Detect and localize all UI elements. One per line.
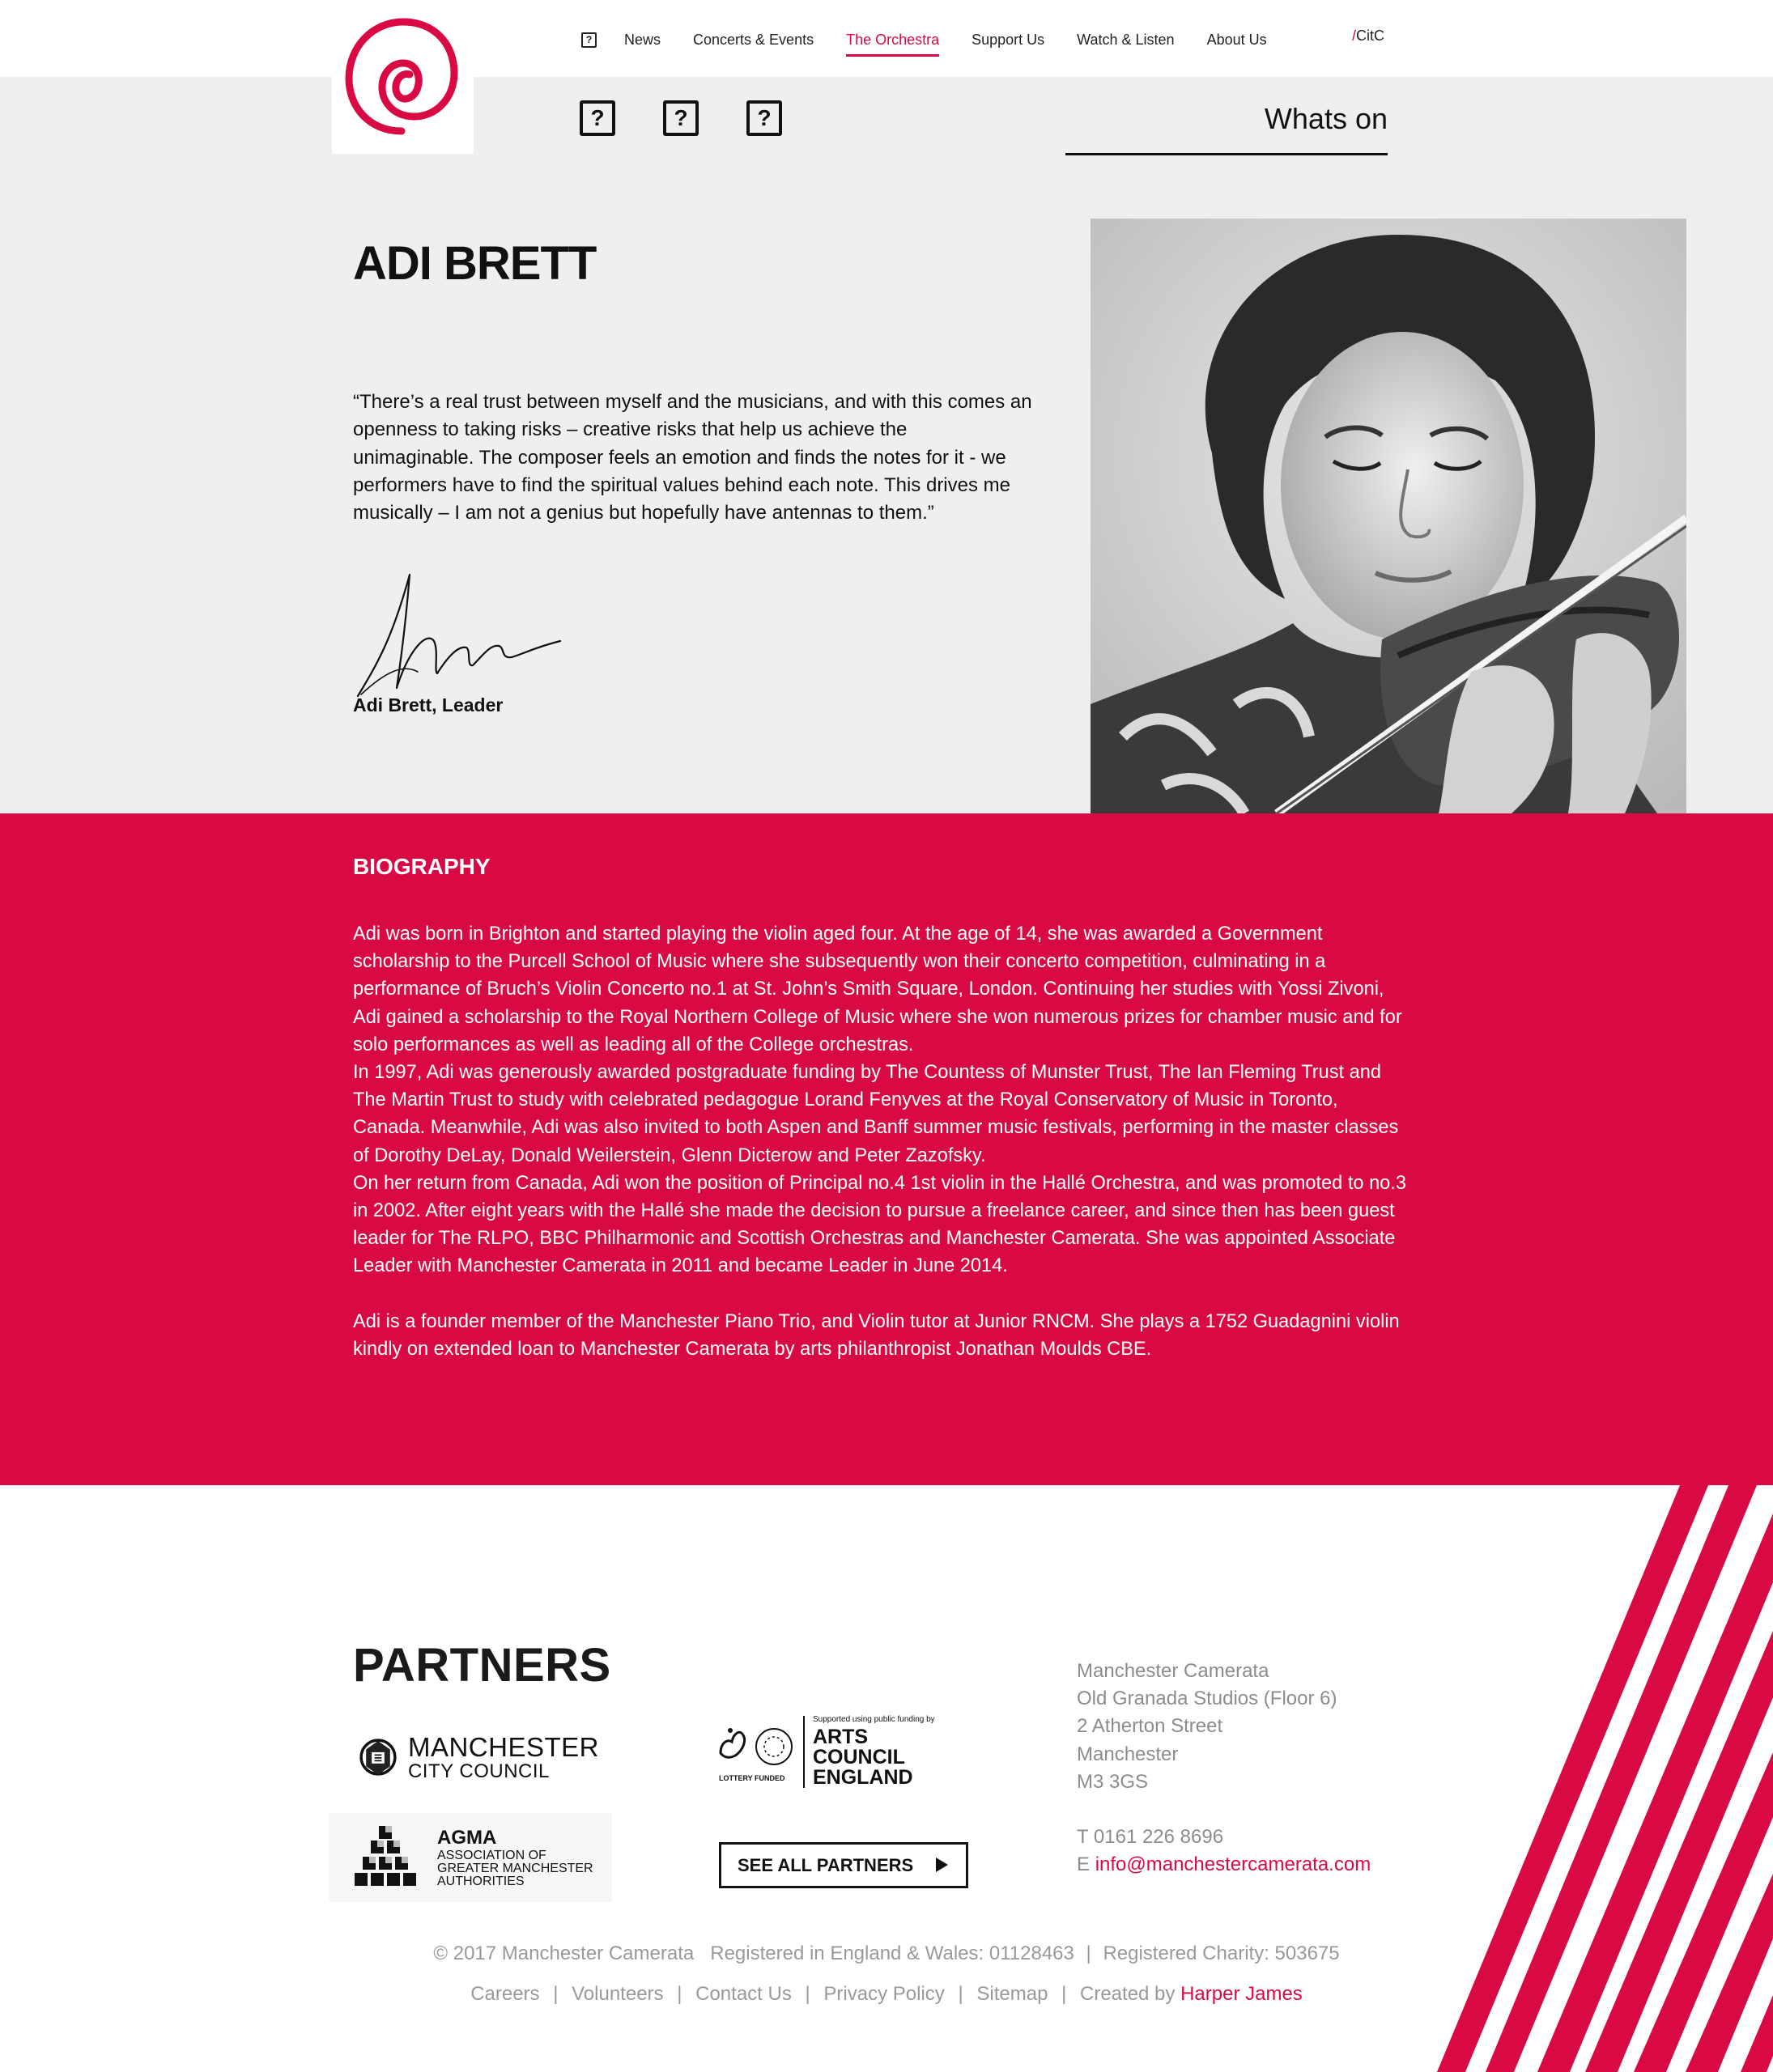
camerata-logo-icon <box>345 18 458 135</box>
nav-item-watch-listen[interactable]: Watch & Listen <box>1077 31 1175 48</box>
biography-paragraph: Adi is a founder member of the Manchester Piano Trio, and Violin tutor at Junior RNCM. She plays a 1752 Guadagnini violin kindly on extended loan to Manchester Camerata by arts philanthropist Jonathan Moulds CBE. <box>353 1310 1400 1360</box>
footer-link-careers[interactable]: Careers <box>470 1983 540 2005</box>
partner-manchester-city-council[interactable] <box>356 1730 599 1784</box>
partners-heading: PARTNERS <box>353 1639 611 1692</box>
biography-paragraph: Adi was born in Brighton and started playing the violin aged four. At the age of 14, she was awarded a Government scholarship to the Purcell School of Music where she subsequently won their concerto competition, culminating in a performance of Bruch’s Violin Concerto no.1 at St. John’s Smith Square, London. Continuing her studies with Yossi Zivoni, Adi gained a scholarship to the Royal Northern College of Music where she won numerous prizes for chamber music and for solo performances as well as leading all of the College orchestras. <box>353 923 1402 1055</box>
footer-link-privacy-policy[interactable]: Privacy Policy <box>823 1983 945 2005</box>
signature-image <box>353 567 572 708</box>
registered-company: Registered in England & Wales: 01128463 <box>710 1942 1074 1964</box>
social-icon-1[interactable]: ? <box>580 100 615 136</box>
email-prefix: E <box>1077 1853 1095 1876</box>
footer-link-sitemap[interactable]: Sitemap <box>976 1983 1048 2005</box>
main-navigation <box>581 28 1299 52</box>
nav-item-the-orchestra[interactable]: The Orchestra <box>846 31 940 48</box>
email-link[interactable]: info@manchestercamerata.com <box>1095 1853 1371 1876</box>
city-crest-icon <box>356 1732 400 1782</box>
agma-title: AGMA <box>437 1827 497 1849</box>
biography-heading: BIOGRAPHY <box>353 854 491 879</box>
ace-line2: ENGLAND <box>813 1765 913 1789</box>
credit-prefix: Created by <box>1080 1983 1181 2005</box>
agma-cubes-icon <box>353 1824 426 1891</box>
address-line: Manchester Camerata <box>1077 1660 1269 1682</box>
partner-agma[interactable] <box>329 1813 612 1902</box>
see-all-label: SEE ALL PARTNERS <box>738 1854 914 1875</box>
whats-on-link[interactable]: Whats on <box>1065 97 1388 155</box>
separator: | <box>805 1983 810 2005</box>
separator: | <box>958 1983 963 2005</box>
address-line: Old Granada Studios (Floor 6) <box>1077 1688 1337 1710</box>
logo[interactable] <box>332 0 474 154</box>
footer-link-contact-us[interactable]: Contact Us <box>695 1983 792 2005</box>
legal-info <box>0 1942 1773 1965</box>
email-row <box>1077 1851 1371 1879</box>
social-icon-2[interactable]: ? <box>663 100 699 136</box>
play-arrow-icon <box>936 1858 948 1872</box>
nav-item-support-us[interactable]: Support Us <box>972 31 1045 48</box>
lang-label: CitC <box>1356 28 1385 44</box>
biography-paragraph: In 1997, Adi was generously awarded postgraduate funding by The Countess of Munster Trust, The Ian Fleming Trust and The Martin Trust to study with celebrated pedagogue Lorand Fenyves at the Royal Conservatory of Music in Toronto, Canada. Meanwhile, Adi was also invited to both Aspen and Banff summer music festivals, performing in the master classes of Dorothy DeLay, Donald Weilerstein, Glenn Dicterow and Peter Zazofsky. <box>353 1062 1399 1166</box>
lottery-mark <box>716 1721 800 1782</box>
ace-line1: ARTS COUNCIL <box>813 1725 905 1768</box>
separator: | <box>1086 1942 1091 1964</box>
agma-line1: ASSOCIATION OF <box>437 1849 546 1862</box>
signature-caption: Adi Brett, Leader <box>353 694 504 715</box>
partner-arts-council-england[interactable] <box>716 1714 959 1789</box>
social-links <box>580 100 830 136</box>
nav-item-about-us[interactable]: About Us <box>1206 31 1267 48</box>
footer-links <box>0 1983 1773 2006</box>
language-switch[interactable] <box>1352 28 1384 45</box>
nav-item-concerts-events[interactable]: Concerts & Events <box>693 31 814 48</box>
address-line: 2 Atherton Street <box>1077 1715 1223 1738</box>
lang-slash: / <box>1352 28 1357 44</box>
ace-supported: Supported using public funding by <box>813 1714 935 1724</box>
credit-link[interactable]: Harper James <box>1180 1983 1303 2005</box>
address-line: Manchester <box>1077 1743 1179 1765</box>
agma-line3: AUTHORITIES <box>437 1875 525 1888</box>
biography-section <box>0 813 1773 1485</box>
mcc-line2: CITY COUNCIL <box>407 1760 550 1782</box>
nav-item-news[interactable]: News <box>624 31 661 48</box>
mcc-line1: MANCHESTER <box>407 1731 599 1762</box>
separator: | <box>677 1983 682 2005</box>
agma-line2: GREATER MANCHESTER <box>437 1862 593 1875</box>
search-icon[interactable]: ? <box>581 32 597 48</box>
lottery-hand-icon <box>716 1721 800 1771</box>
registered-charity: Registered Charity: 503675 <box>1103 1942 1340 1964</box>
address-line: M3 3GS <box>1077 1770 1149 1793</box>
phone-number: T 0161 226 8696 <box>1077 1826 1224 1849</box>
profile-photo <box>1091 219 1686 813</box>
page-title: ADI BRETT <box>353 237 597 290</box>
footer-link-volunteers[interactable]: Volunteers <box>572 1983 664 2005</box>
contact-address <box>1077 1658 1371 1879</box>
leader-quote: “There’s a real trust between myself and the musicians, and with this comes an openness to taking risks – creative risks that help us achieve the unimaginable. The composer feels an emotion and finds the notes for it - we performers have to find the spiritual values behind each note. This drives me musically – I am not a genius but hopefully have antennas to them.” <box>353 391 1032 524</box>
separator: | <box>1061 1983 1067 2005</box>
social-icon-3[interactable]: ? <box>746 100 782 136</box>
biography-paragraph: On her return from Canada, Adi won the position of Principal no.4 1st violin in the Hallé Orchestra, and was promoted to no.3 in 2002. After eight years with the Hallé she made the decision to pursue a freelance career, and since then has been guest leader for The RLPO, BBC Philharmonic and Scottish Orchestras and Manchester Camerata. She was appointed Associate Leader with Manchester Camerata in 2011 and became Leader in June 2014. <box>353 1172 1406 1277</box>
see-all-partners-button[interactable] <box>719 1842 968 1888</box>
copyright: © 2017 Manchester Camerata <box>433 1942 695 1964</box>
lottery-label: LOTTERY FUNDED <box>719 1774 785 1782</box>
separator: | <box>553 1983 559 2005</box>
biography-text <box>353 920 1414 1363</box>
